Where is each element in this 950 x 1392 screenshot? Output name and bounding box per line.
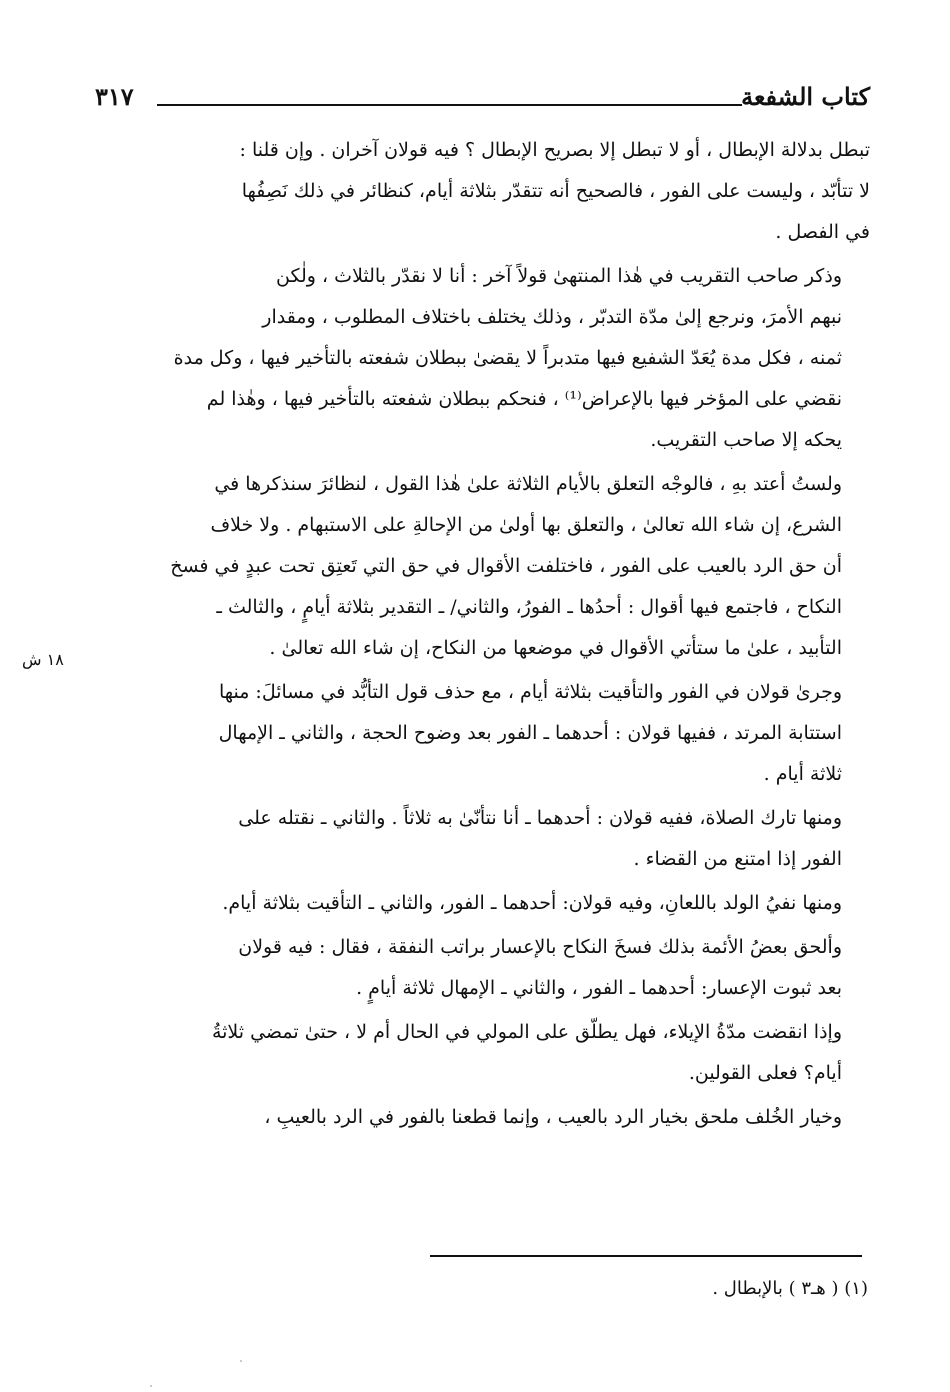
text-line: ولستُ أعتد بهِ ، فالوجْه التعلق بالأيام الثلاثة علىٰ هٰذا القول ، لنظائرَ سنذكرها في — [214, 473, 842, 495]
text-line: ثمنه ، فكل مدة يُعَدّ الشفيع فيها متدبراً لا يقضىٰ ببطلان شفعته بالتأخير فيها ، وكل مدة — [173, 347, 842, 369]
text-line: النكاح ، فاجتمع فيها أقوال : أحدُها ـ الفورُ، والثاني/ ـ التقدير بثلاثة أيامٍ ، والثالث ـ — [216, 596, 842, 618]
header-rule — [157, 104, 742, 106]
paragraph — [90, 672, 870, 795]
text-line: ومنها نفيُ الولد باللعانِ، وفيه قولان: أحدهما ـ الفور، والثاني ـ التأقيت بثلاثة أيام. — [222, 892, 842, 914]
running-title: كتاب الشفعة — [741, 82, 870, 111]
text-line: يحكه إلا صاحب التقريب. — [650, 429, 842, 451]
text-line: بعد ثبوت الإعسار: أحدهما ـ الفور ، والثاني ـ الإمهال ثلاثة أيامٍ . — [356, 977, 842, 999]
text-line: أيام؟ فعلى القولين. — [688, 1062, 842, 1084]
text-line: استتابة المرتد ، ففيها قولان : أحدهما ـ الفور بعد وضوح الحجة ، والثاني ـ الإمهال — [218, 722, 842, 744]
text-line: ثلاثة أيام . — [763, 763, 842, 785]
text-line: أن حق الرد بالعيب على الفور ، فاختلفت الأقوال في حق التي تَعتِق تحت عبدٍ في فسخ — [170, 555, 842, 577]
text-line: وخيار الخُلف ملحق بخيار الرد بالعيب ، وإنما قطعنا بالفور في الرد بالعيبِ ، — [264, 1106, 842, 1128]
text-line: الشرع، إن شاء الله تعالىٰ ، والتعلق بها أولىٰ من الإحالةِ على الاستبهام . ولا خلاف — [210, 514, 842, 536]
paragraph — [90, 883, 870, 924]
body-text — [90, 130, 870, 1141]
text-line: الفور إذا امتنع من القضاء . — [633, 848, 842, 870]
footnote: (١) ( هـ٣ ) بالإبطال . — [712, 1278, 868, 1299]
paragraph — [90, 130, 870, 253]
footnote-rule — [430, 1255, 862, 1257]
text-line: نبهم الأمرَ، ونرجع إلىٰ مدّة التدبّر ، وذلك يختلف باختلاف المطلوب ، ومقدار — [262, 306, 842, 328]
text-line: لا تتأبّد ، وليست على الفور ، فالصحيح أنه تتقدّر بثلاثة أيام، كنظائر في ذلك نَصِفُها — [241, 180, 870, 202]
text-line: التأبيد ، علىٰ ما ستأتي الأقوال في موضعها من النكاح، إن شاء الله تعالىٰ . — [269, 637, 842, 659]
paragraph — [90, 256, 870, 461]
text-line: تبطل بدلالة الإبطال ، أو لا تبطل إلا بصريح الإبطال ؟ فيه قولان آخران . وإن قلنا : — [239, 139, 870, 161]
paragraph — [90, 798, 870, 880]
scan-speck — [150, 1385, 152, 1387]
text-line: وألحق بعضُ الأئمة بذلك فسخَ النكاح بالإعسار براتب النفقة ، فقال : فيه قولان — [238, 936, 842, 958]
paragraph — [90, 1012, 870, 1094]
paragraph — [90, 464, 870, 669]
text-line: وجرىٰ قولان في الفور والتأقيت بثلاثة أيام ، مع حذف قول التأبُّد في مسائلَ: منها — [218, 681, 842, 703]
paragraph — [90, 1097, 870, 1138]
text-line: ومنها تارك الصلاة، ففيه قولان : أحدهما ـ أنا نتأنّىٰ به ثلاثاً . والثاني ـ نقتله على — [238, 807, 842, 829]
page-number: ٣١٧ — [95, 82, 134, 111]
text-line: وذكر صاحب التقريب في هٰذا المنتهىٰ قولاً آخر : أنا لا نقدّر بالثلاث ، ولٰكن — [276, 265, 842, 287]
page-header — [95, 82, 870, 118]
margin-note: ١٨ ش — [22, 650, 64, 669]
text-line: وإذا انقضت مدّةُ الإيلاء، فهل يطلّق على المولي في الحال أم لا ، حتىٰ تمضي ثلاثةُ — [211, 1021, 842, 1043]
scan-speck — [240, 1360, 242, 1362]
text-line: في الفصل . — [775, 221, 870, 243]
paragraph — [90, 927, 870, 1009]
text-line: نقضي على المؤخر فيها بالإعراض⁽¹⁾ ، فنحكم ببطلان شفعته بالتأخير فيها ، وهٰذا لم — [206, 388, 842, 410]
